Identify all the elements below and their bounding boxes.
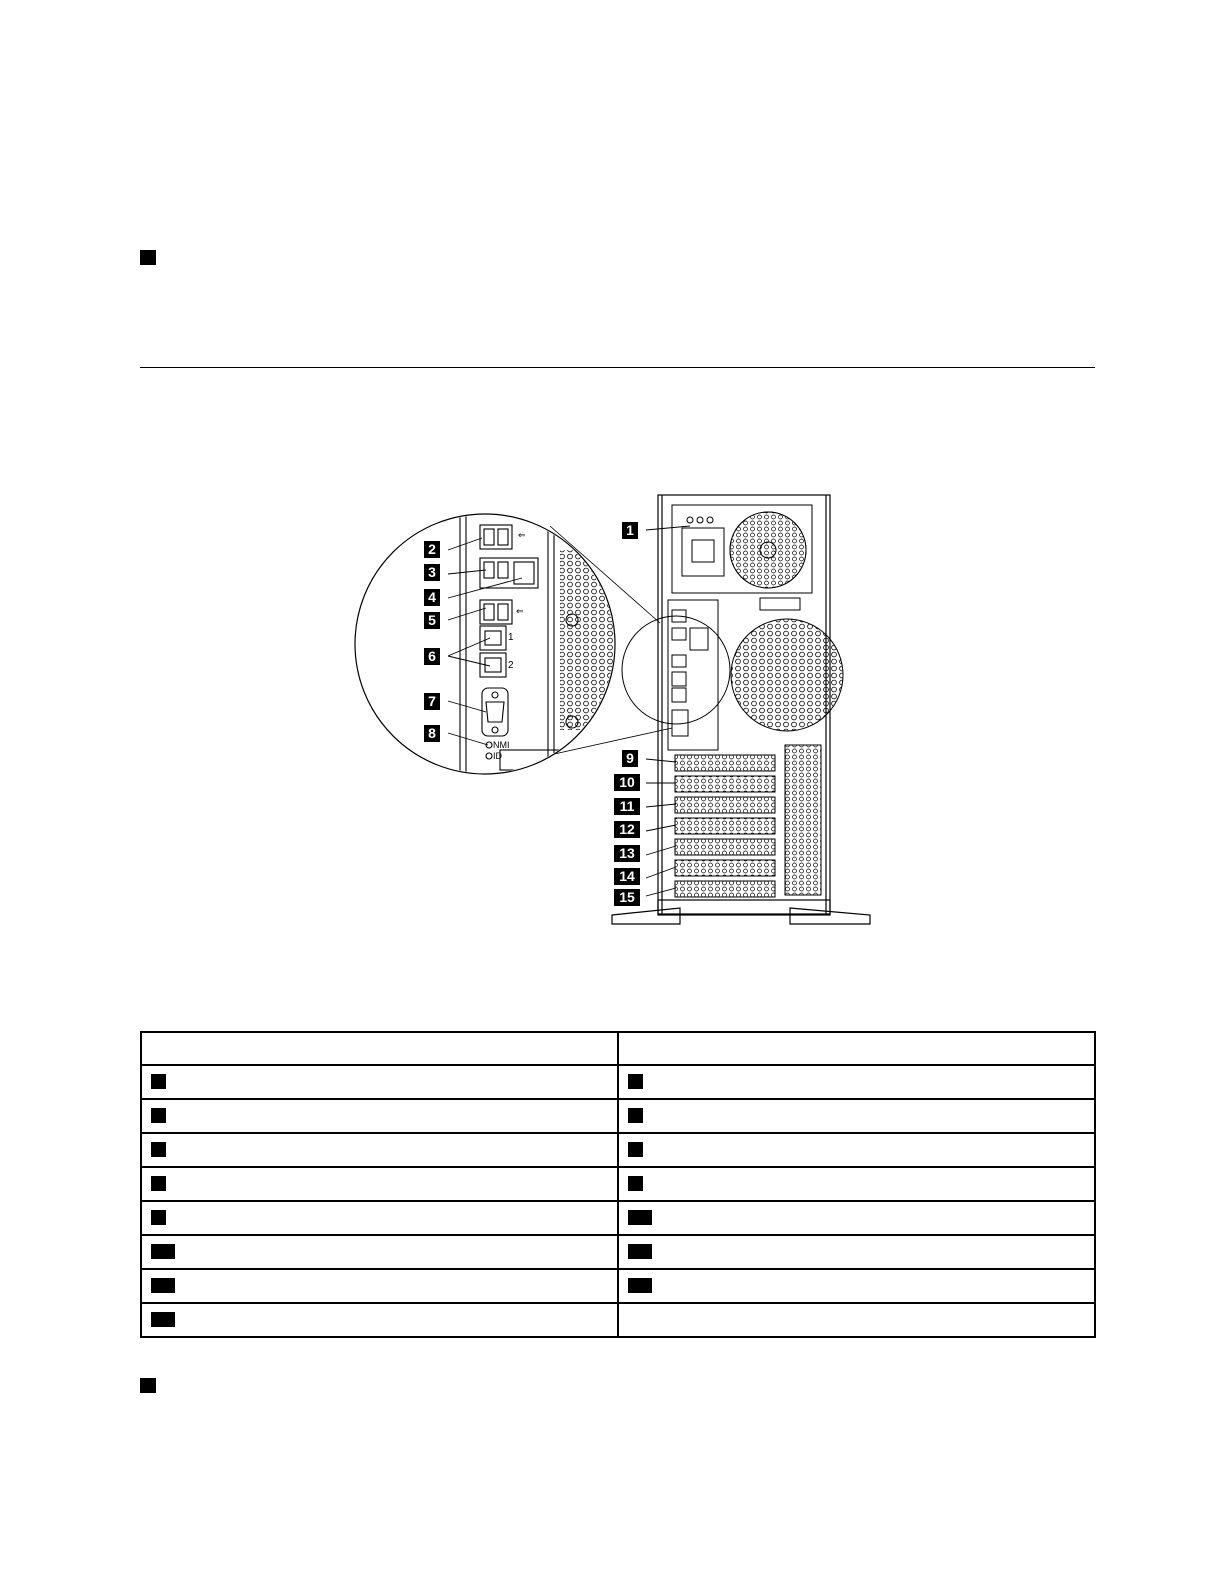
table-header-cell [141, 1032, 618, 1065]
table-row [141, 1099, 1095, 1133]
callout-11: 11 [614, 798, 640, 815]
callout-marker [628, 1210, 652, 1225]
callout-9: 9 [622, 750, 638, 767]
table-row [141, 1201, 1095, 1235]
callout-marker [151, 1142, 166, 1157]
nic1-label: 1 [508, 632, 514, 643]
table-row [141, 1269, 1095, 1303]
callout-marker [151, 1108, 166, 1123]
pcie-slots [675, 745, 821, 897]
callout-12: 12 [614, 821, 640, 838]
callout-marker [151, 1244, 175, 1259]
callout-1: 1 [622, 522, 638, 539]
callout-marker [628, 1074, 643, 1089]
io-panel [668, 600, 718, 750]
callout-14: 14 [614, 868, 640, 885]
svg-text:⇐: ⇐ [516, 606, 524, 616]
id-label: ID [493, 751, 502, 761]
callout-marker [151, 1312, 175, 1327]
callout-marker [151, 1176, 166, 1191]
table-row [141, 1133, 1095, 1167]
nmi-label: NMI [493, 740, 510, 750]
callout-marker [151, 1210, 166, 1225]
callout-5: 5 [424, 612, 440, 629]
components-table [140, 1031, 1096, 1338]
section-marker-top [140, 250, 156, 265]
table-header-row [141, 1032, 1095, 1065]
callout-15: 15 [614, 889, 640, 906]
callout-2: 2 [424, 541, 440, 558]
callout-marker [628, 1244, 652, 1259]
table-row [141, 1303, 1095, 1337]
callout-marker [628, 1142, 643, 1157]
callout-3: 3 [424, 564, 440, 581]
table-header-cell [618, 1032, 1095, 1065]
callout-marker [628, 1278, 652, 1293]
callout-6: 6 [424, 648, 440, 665]
callout-marker [151, 1278, 175, 1293]
callout-8: 8 [424, 725, 440, 742]
table-row [141, 1065, 1095, 1099]
table-row [141, 1235, 1095, 1269]
nic2-label: 2 [508, 660, 514, 671]
svg-text:⇐: ⇐ [518, 530, 526, 540]
callout-marker [628, 1108, 643, 1123]
table-row [141, 1167, 1095, 1201]
section-divider [140, 367, 1095, 368]
fan-grill [731, 619, 843, 731]
callout-4: 4 [424, 589, 440, 606]
section-marker-bottom [140, 1378, 156, 1393]
power-supply [672, 505, 812, 610]
callout-10: 10 [614, 774, 640, 791]
callout-13: 13 [614, 845, 640, 862]
zoom-lens [355, 510, 630, 780]
callout-marker [151, 1074, 166, 1089]
callout-7: 7 [424, 693, 440, 710]
callout-marker [628, 1176, 643, 1191]
